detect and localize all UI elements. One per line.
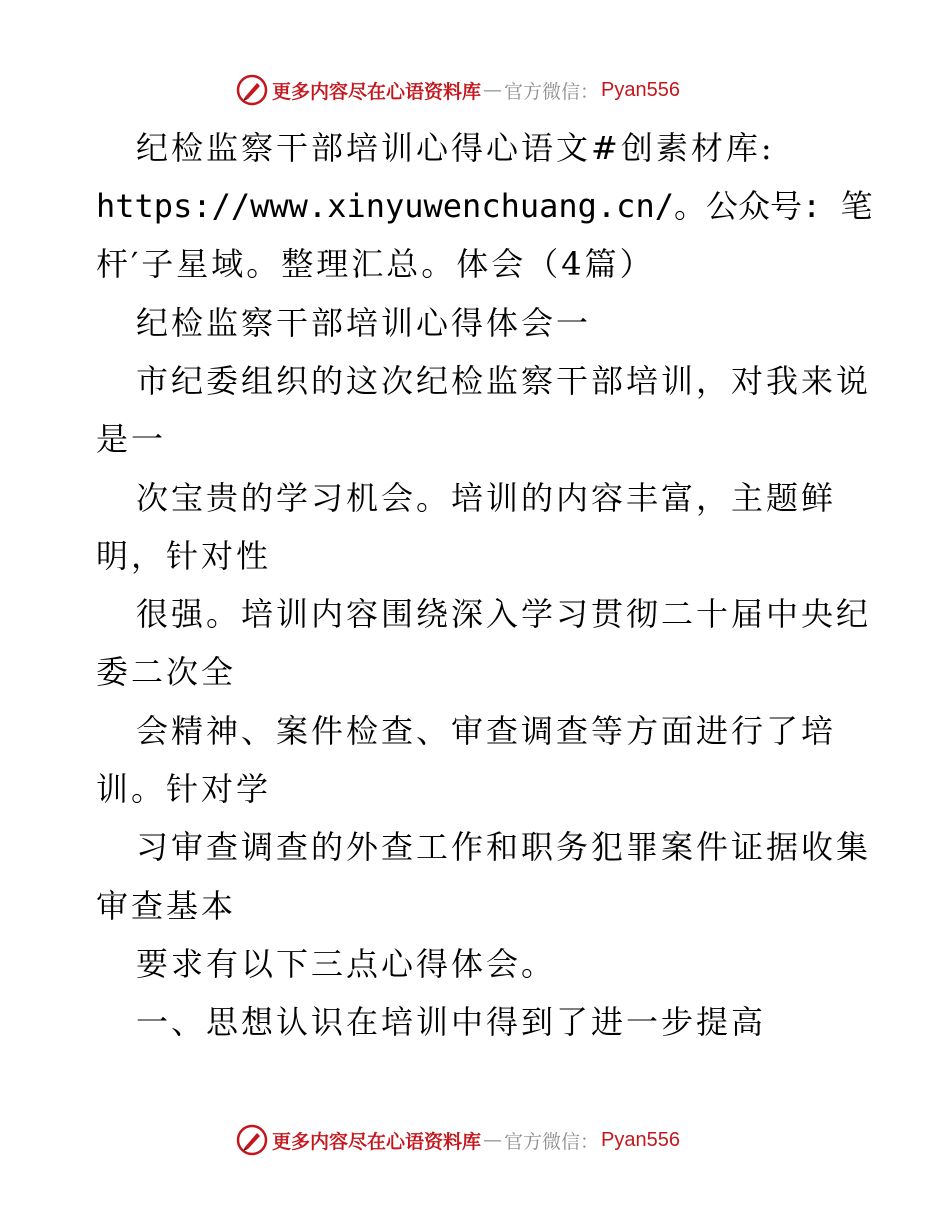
footer-wechat-account: Pyan556 bbox=[601, 1128, 680, 1151]
header-banner bbox=[236, 72, 680, 108]
body-line-16: 一、思想认识在培训中得到了进一步提高 bbox=[136, 1003, 767, 1041]
pen-logo-icon bbox=[236, 74, 268, 106]
body-line-2: https://www.xinyuwenchuang.cn/。公众号: 笔 bbox=[96, 187, 873, 225]
body-line-4: 纪检监察干部培训心得体会一 bbox=[136, 304, 592, 342]
footer-slogan: 更多内容尽在心语资料库 bbox=[272, 1130, 482, 1153]
footer-banner bbox=[236, 1122, 680, 1158]
body-line-12: 训。针对学 bbox=[96, 770, 272, 808]
footer-wechat-label: 官方微信： bbox=[504, 1130, 600, 1153]
body-line-13: 习审查调查的外查工作和职务犯罪案件证据收集 bbox=[136, 828, 872, 866]
header-wechat-account: Pyan556 bbox=[601, 78, 680, 101]
body-line-6: 是一 bbox=[96, 420, 167, 458]
body-line-3: 杆′子星域。整理汇总。体会（4篇） bbox=[96, 245, 655, 283]
body-line-14: 审查基本 bbox=[96, 887, 237, 925]
footer-dash: — bbox=[483, 1129, 503, 1151]
pen-logo-icon bbox=[236, 1124, 268, 1156]
header-dash: — bbox=[483, 79, 503, 101]
body-line-11: 会精神、案件检查、审查调查等方面进行了培 bbox=[136, 712, 837, 750]
body-line-15: 要求有以下三点心得体会。 bbox=[136, 945, 557, 983]
body-line-9: 很强。培训内容围绕深入学习贯彻二十届中央纪 bbox=[136, 595, 872, 633]
body-line-10: 委二次全 bbox=[96, 653, 237, 691]
header-wechat-label: 官方微信： bbox=[504, 80, 600, 103]
body-line-5: 市纪委组织的这次纪检监察干部培训，对我来说 bbox=[136, 362, 872, 400]
body-line-1: 纪检监察干部培训心得心语文#创素材库: bbox=[136, 129, 775, 167]
body-line-7: 次宝贵的学习机会。培训的内容丰富，主题鲜 bbox=[136, 479, 837, 517]
header-slogan: 更多内容尽在心语资料库 bbox=[272, 80, 482, 103]
body-line-8: 明，针对性 bbox=[96, 537, 272, 575]
